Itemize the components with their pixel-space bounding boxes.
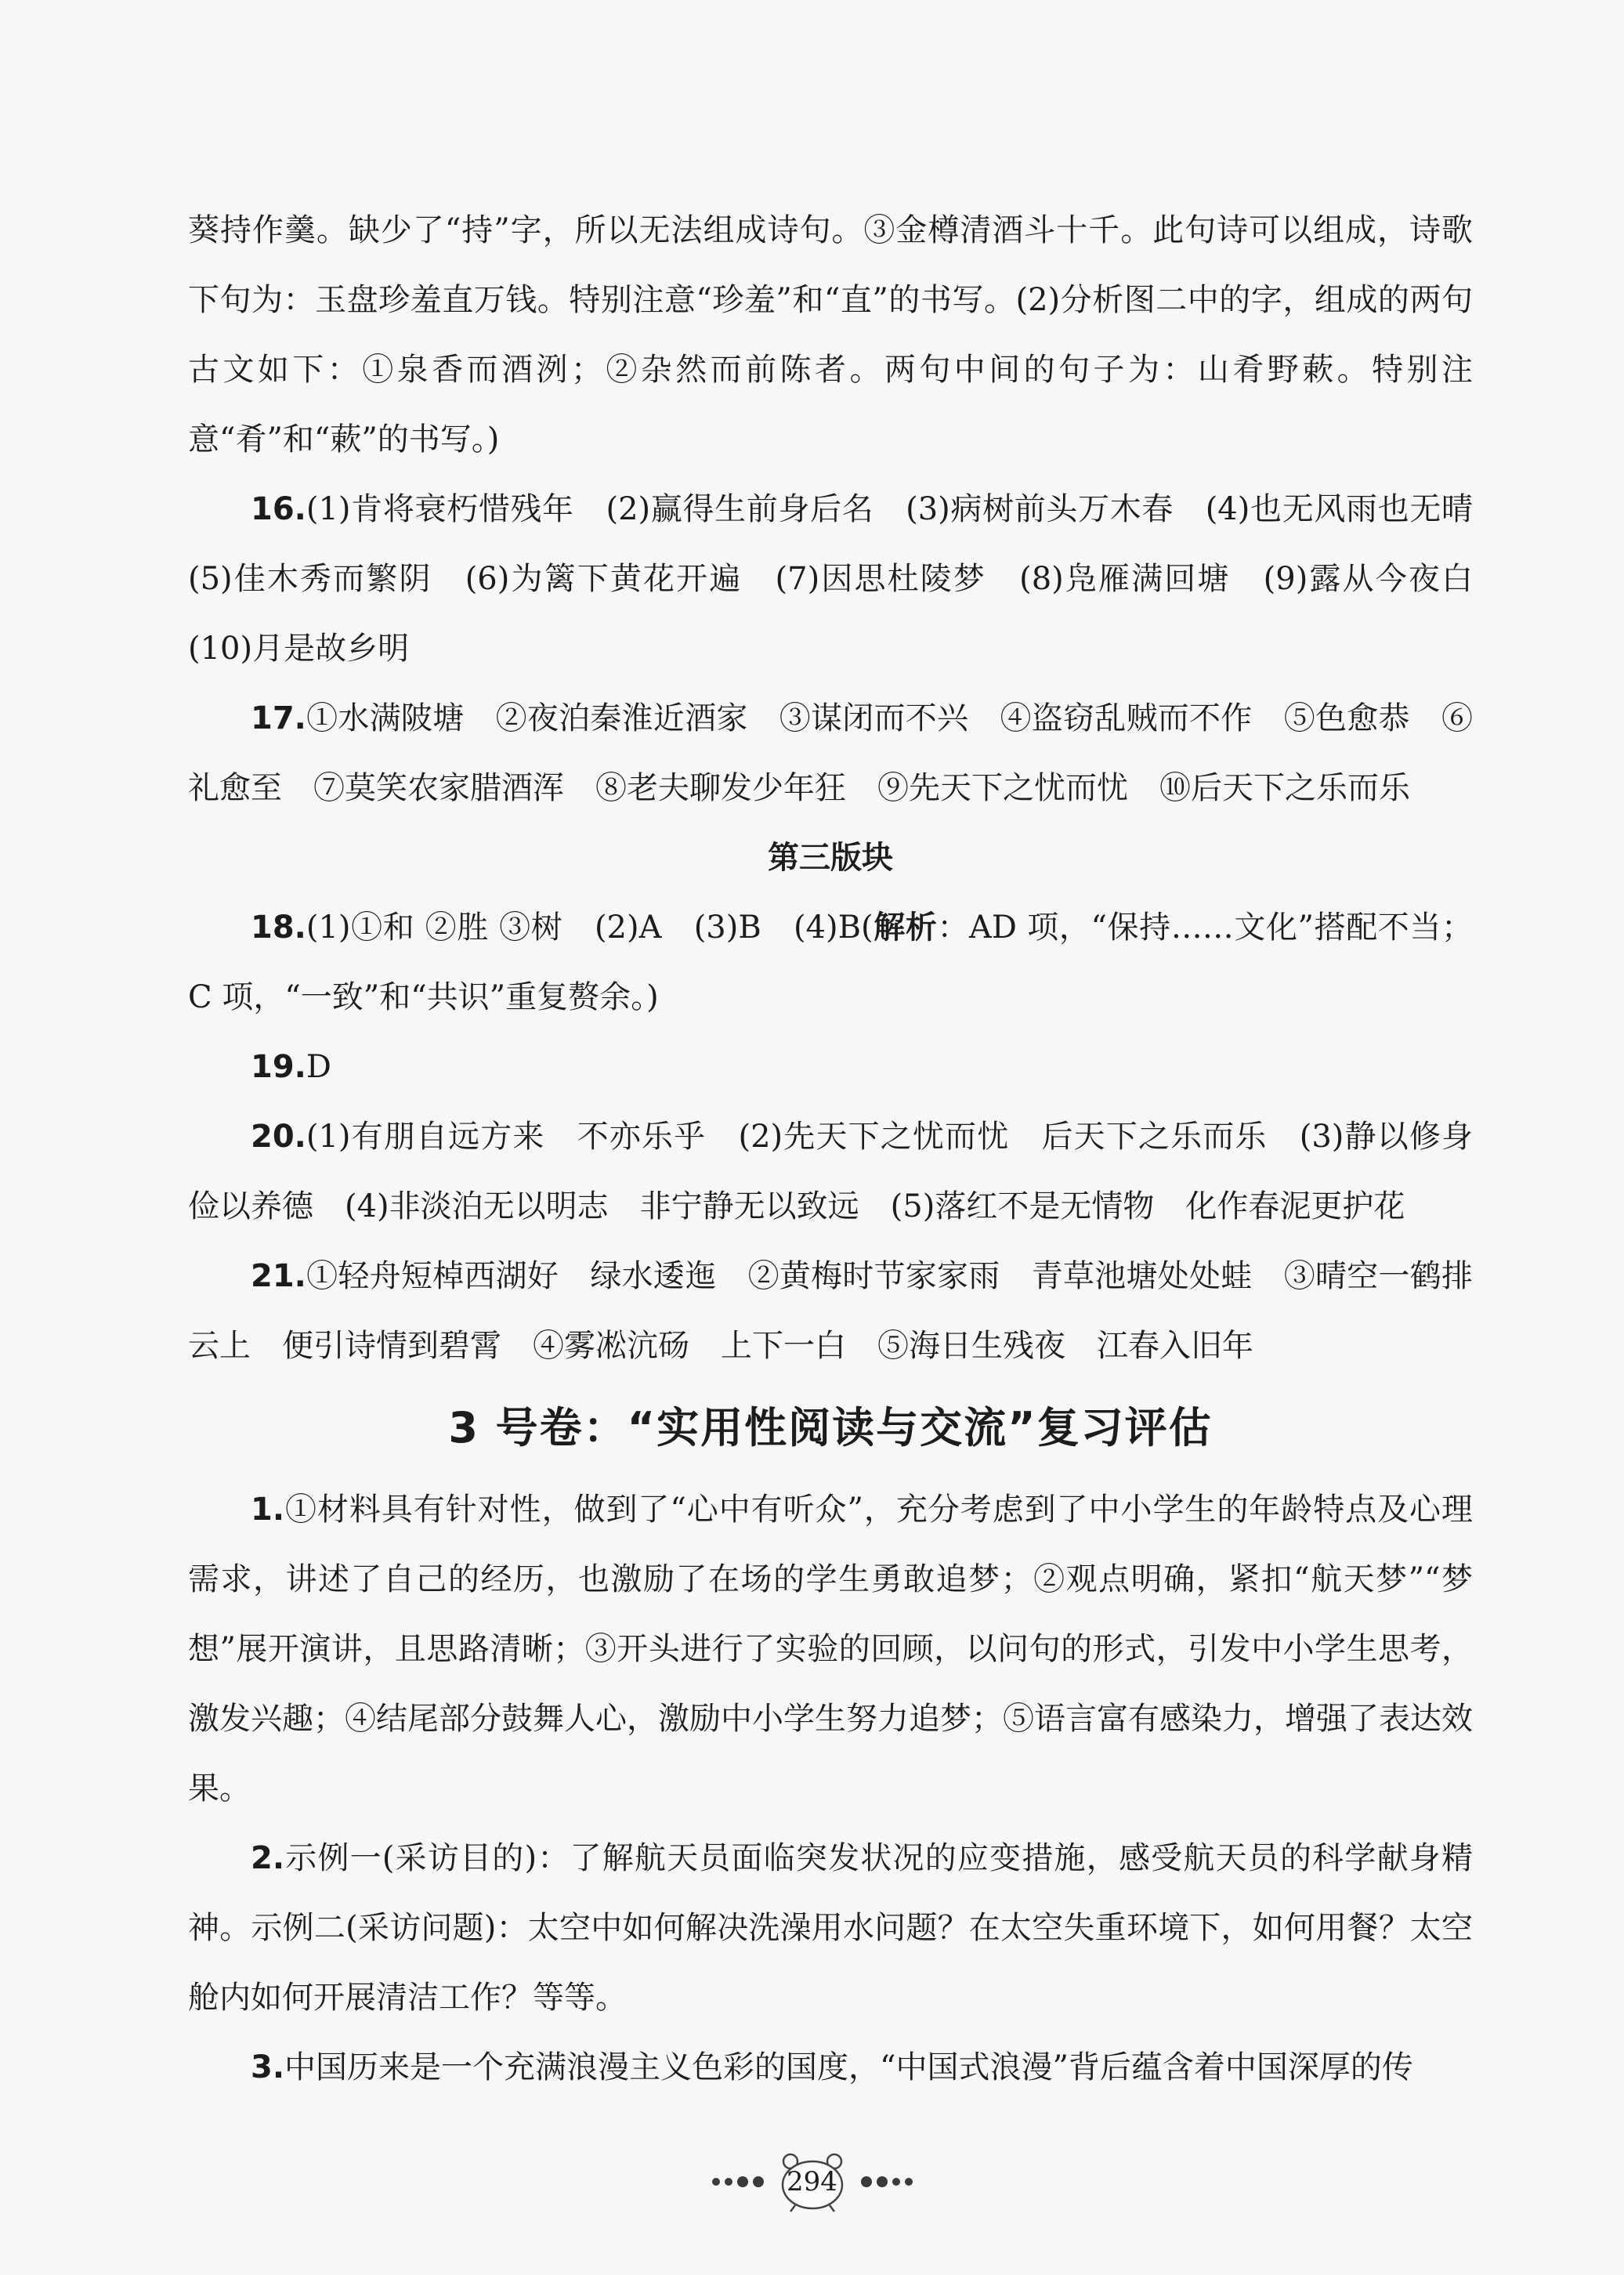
exam-title: 3 号卷：“实用性阅读与交流”复习评估 — [448, 1403, 1213, 1452]
question-number: 20. — [251, 1119, 306, 1155]
answer-text: (1)①和 ②胜 ③树 (2)A (3)B (4)B( — [306, 910, 873, 946]
answer-text: D — [306, 1049, 331, 1085]
answer-20 — [188, 1102, 1504, 1242]
question-number: 1. — [251, 1492, 285, 1528]
left-dots-ornament — [712, 2176, 764, 2187]
answer-2 — [188, 1824, 1473, 2033]
answer-17 — [188, 684, 1473, 823]
question-number: 16. — [251, 491, 306, 527]
answer-text: ①材料具有针对性，做到了“心中有听众”，充分考虑到了中小学生的年龄特点及心理需求，讲述了自己的经历，也激励了在场的学生勇敢追梦；②观点明确，紧扣“航天梦”“梦想”展开演讲，且思路清晰；③开头进行了实验的回顾，以问句的形式，引发中小学生思考，激发兴趣；④结尾部分鼓舞人心，激励中小学生努力追梦；⑤语言富有感染力，增强了表达效果。 — [188, 1492, 1473, 1807]
answer-text: ①水满陂塘 ②夜泊秦淮近酒家 ③谋闭而不兴 ④盗窃乱贼而不作 ⑤色愈恭 ⑥礼愈至 ⑦莫笑农家腊酒浑 ⑧老夫聊发少年狂 ⑨先天下之忧而忧 ⑩后天下之乐而乐 — [188, 700, 1473, 806]
answer-16 — [188, 475, 1504, 684]
analysis-text: ：AD 项，“保持……文化”搭配不当；C 项，“一致”和“共识”重复赘余。) — [188, 910, 1474, 1015]
question-number: 17. — [251, 700, 306, 736]
answer-text: 中国历来是一个充满浪漫主义色彩的国度，“中国式浪漫”背后蕴含着中国深厚的传 — [284, 2049, 1413, 2085]
answer-text: ①轻舟短棹西湖好 绿水逶迤 ②黄梅时节家家雨 青草池塘处处蛙 ③晴空一鹤排云上 便引诗情到碧霄 ④雾凇沆砀 上下一白 ⑤海日生残夜 江春入旧年 — [188, 1258, 1473, 1364]
answer-text: 示例一(采访目的)：了解航天员面临突发状况的应变措施，感受航天员的科学献身精神。示例二(采访问题)：太空中如何解决洗澡用水问题？在太空失重环境下，如何用餐？太空舱内如何开展清洁工作？等等。 — [188, 1840, 1473, 2016]
question-number: 19. — [251, 1049, 306, 1085]
page-footer — [0, 2147, 1624, 2217]
answer-19 — [188, 1033, 1473, 1102]
continuation-paragraph: 葵持作羹。缺少了“持”字，所以无法组成诗句。③金樽清酒斗十千。此句诗可以组成，诗歌下句为：玉盘珍羞直万钱。特别注意“珍羞”和“直”的书写。(2)分析图二中的字，组成的两句古文如下：①泉香而酒洌；②杂然而前陈者。两句中间的句子为：山肴野蔌。特别注意“肴”和“蔌”的书写。) — [188, 212, 1473, 458]
question-number: 3. — [251, 2049, 285, 2085]
question-number: 21. — [251, 1258, 306, 1294]
answer-text: (1)有朋自远方来 不亦乐乎 (2)先天下之忧而忧 后天下之乐而乐 (3)静以修身 俭以养德 (4)非淡泊无以明志 非宁静无以致远 (5)落红不是无情物 化作春泥更护花 — [188, 1119, 1504, 1224]
answer-18 — [188, 893, 1473, 1033]
page-content — [188, 196, 1504, 2103]
section-heading: 第三版块 — [768, 840, 893, 876]
answer-21 — [188, 1242, 1473, 1381]
answer-3 — [188, 2033, 1473, 2103]
question-number: 18. — [251, 910, 306, 946]
answer-1 — [188, 1475, 1473, 1824]
page-number-badge — [776, 2150, 848, 2213]
question-number: 2. — [251, 1840, 285, 1876]
answer-text: (1)肯将衰朽惜残年 (2)赢得生前身后名 (3)病树前头万木春 (4)也无风雨也无晴 (5)佳木秀而繁阴 (6)为篱下黄花开遍 (7)因思杜陵梦 (8)凫雁满回塘 (9)露从今夜白 (10)月是故乡明 — [188, 491, 1504, 667]
analysis-label: 解析 — [873, 910, 938, 946]
right-dots-ornament — [861, 2176, 913, 2187]
page-number: 294 — [787, 2166, 837, 2197]
